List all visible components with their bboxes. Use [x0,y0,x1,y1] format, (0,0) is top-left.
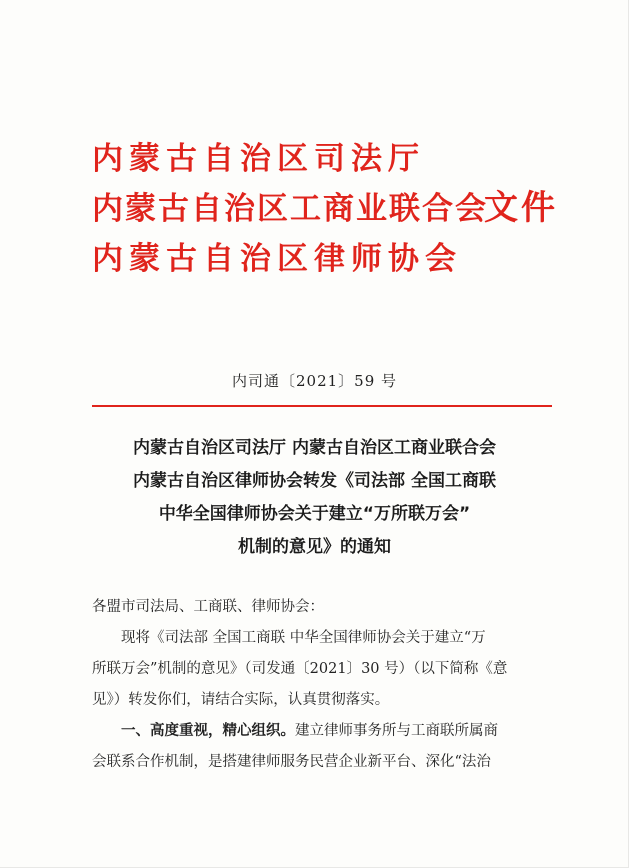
title-line-4: 机制的意见》的通知 [238,537,391,557]
title-line-3: 中华全国律师协会关于建立“万所联万会” [158,504,471,524]
document-suffix: 文件 [484,188,558,228]
issuer-federation-commerce: 内蒙古自治区工商业联合会 [92,190,488,227]
issuer-row-1 [92,130,562,180]
issuer-row-3 [92,230,562,280]
para2-line-2: 会联系合作机制，是搭建律师服务民营企业新平台、深化“法治 [92,754,491,770]
issuer-header [92,130,562,280]
document-number: 内司通〔2021〕59 号 [231,372,398,390]
para1-line-3: 见》）转发你们，请结合实际，认真贯彻落实。 [92,692,390,708]
para1-line-1: 现将《司法部 全国工商联 中华全国律师协会关于建立“万 [121,630,486,646]
para2-heading: 一、高度重视，精心组织。 [121,723,295,739]
para1-line-2: 所联万会”机制的意见》（司发通〔2021〕30 号）（以下简称《意 [92,661,508,677]
salutation: 各盟市司法局、工商联、律师协会： [92,599,324,615]
title-line-1: 内蒙古自治区司法厅 内蒙古自治区工商业联合会 [133,438,496,458]
notice-body [92,592,562,778]
issuer-lawyers-association: 内蒙古自治区律师协会 [92,240,462,277]
issuer-justice-department: 内蒙古自治区司法厅 [92,140,425,177]
notice-title [0,432,629,564]
para2-line-1 [92,716,562,747]
red-separator-line [92,405,552,407]
title-line-2: 内蒙古自治区律师协会转发《司法部 全国工商联 [133,471,496,491]
para2-line-1-text: 建立律师事务所与工商联所属商 [295,723,498,739]
